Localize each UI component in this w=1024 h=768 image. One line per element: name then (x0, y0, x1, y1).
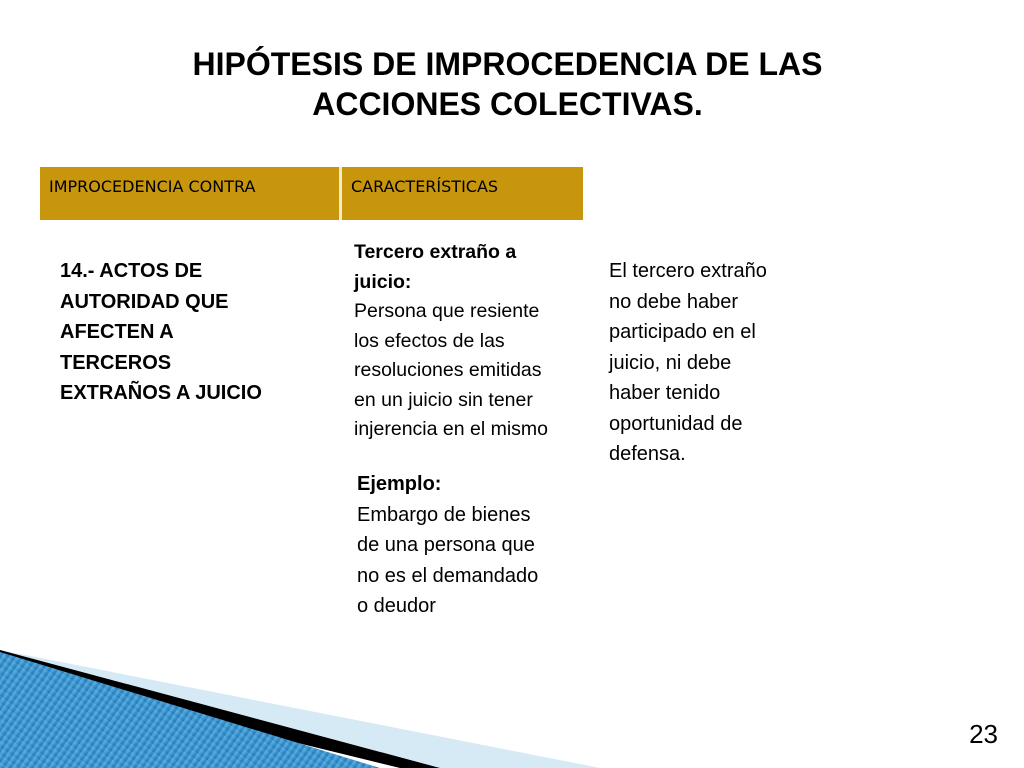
improcedencia-line: EXTRAÑOS A JUICIO (60, 382, 262, 404)
improcedencia-line: AUTORIDAD QUE (60, 290, 229, 313)
slide-title-line-1: HIPÓTESIS DE IMPROCEDENCIA DE LAS (192, 46, 823, 82)
characteristics-line: oportunidad de (609, 412, 743, 435)
example-body-line: no es el demandado (357, 564, 539, 587)
definition-body-line: en un juicio sin tener (354, 388, 533, 411)
characteristics-line: juicio, ni debe (609, 351, 732, 374)
improcedencia-line: AFECTEN A (60, 321, 174, 343)
characteristics-line: haber tenido (609, 382, 721, 404)
slide-title-line-2: ACCIONES COLECTIVAS. (312, 86, 703, 122)
page-number: 23 (969, 719, 998, 749)
improcedencia-line: TERCEROS (60, 351, 172, 374)
characteristics-line: defensa. (609, 443, 686, 465)
characteristics-line: El tercero extraño (609, 260, 767, 282)
definition-body-line: los efectos de las (354, 329, 505, 352)
example-body-line: de una persona que (357, 534, 535, 556)
blue-band (0, 652, 380, 768)
definition-heading-line: juicio: (354, 270, 412, 293)
example-body-line: o deudor (357, 595, 436, 617)
definition-body-line: resoluciones emitidas (354, 359, 542, 381)
example-body-line: Embargo de bienes (357, 503, 531, 526)
example-heading: Ejemplo: (357, 473, 442, 495)
header-improcedencia-contra: IMPROCEDENCIA CONTRA (40, 167, 339, 220)
definition-heading-line: Tercero extraño a (354, 241, 517, 263)
improcedencia-line: 14.- ACTOS DE (60, 260, 203, 282)
characteristics-line: no debe haber (609, 290, 739, 313)
definition-body-line: injerencia en el mismo (354, 418, 549, 440)
definition-body-line: Persona que resiente (354, 300, 540, 322)
header-caracteristicas: CARACTERÍSTICAS (342, 167, 583, 220)
characteristics-line: participado en el (609, 321, 756, 343)
